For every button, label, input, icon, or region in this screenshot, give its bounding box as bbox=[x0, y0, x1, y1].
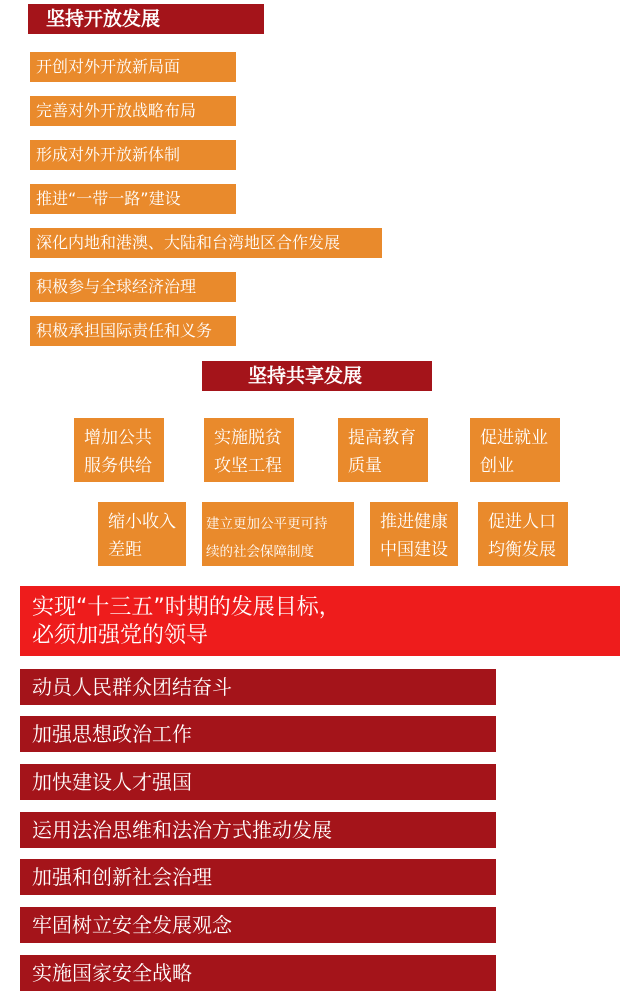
shared-item-line: 攻坚工程 bbox=[214, 456, 282, 476]
shared-item bbox=[370, 502, 458, 566]
open-item: 积极承担国际责任和义务 bbox=[30, 316, 236, 346]
shared-item-line: 续的社会保障制度 bbox=[206, 544, 314, 560]
party-item: 加强思想政治工作 bbox=[20, 716, 496, 752]
shared-item bbox=[202, 502, 354, 566]
shared-item-line: 差距 bbox=[108, 540, 142, 560]
open-development-header: 坚持开放发展 bbox=[28, 4, 264, 34]
party-item: 加强和创新社会治理 bbox=[20, 859, 496, 895]
party-item: 加快建设人才强国 bbox=[20, 764, 496, 800]
shared-item-line: 中国建设 bbox=[380, 540, 448, 560]
party-item: 实施国家安全战略 bbox=[20, 955, 496, 991]
open-item: 开创对外开放新局面 bbox=[30, 52, 236, 82]
open-item: 深化内地和港澳、大陆和台湾地区合作发展 bbox=[30, 228, 382, 258]
open-item: 完善对外开放战略布局 bbox=[30, 96, 236, 126]
party-item: 牢固树立安全发展观念 bbox=[20, 907, 496, 943]
open-item: 积极参与全球经济治理 bbox=[30, 272, 236, 302]
goal-banner bbox=[20, 586, 620, 656]
shared-item bbox=[478, 502, 568, 566]
goal-line: 实现“十三五”时期的发展目标， bbox=[32, 595, 341, 620]
shared-item-line: 推进健康 bbox=[380, 512, 448, 532]
party-item: 动员人民群众团结奋斗 bbox=[20, 669, 496, 705]
shared-item-line: 建立更加公平更可持 bbox=[206, 516, 328, 532]
shared-item bbox=[98, 502, 186, 566]
shared-item-line: 增加公共 bbox=[84, 428, 152, 448]
goal-line: 必须加强党的领导 bbox=[32, 623, 209, 648]
shared-item bbox=[204, 418, 294, 482]
shared-item-line: 促进人口 bbox=[488, 512, 556, 532]
shared-item-line: 促进就业 bbox=[480, 428, 548, 448]
party-item: 运用法治思维和法治方式推动发展 bbox=[20, 812, 496, 848]
open-item: 形成对外开放新体制 bbox=[30, 140, 236, 170]
open-item: 推进“一带一路”建设 bbox=[30, 184, 236, 214]
shared-item-line: 服务供给 bbox=[84, 456, 152, 476]
shared-item-line: 提高教育 bbox=[348, 428, 416, 448]
shared-item bbox=[470, 418, 560, 482]
shared-item-line: 实施脱贫 bbox=[214, 428, 282, 448]
shared-item-line: 均衡发展 bbox=[488, 540, 556, 560]
shared-item-line: 缩小收入 bbox=[108, 512, 176, 532]
shared-item-line: 创业 bbox=[480, 456, 514, 476]
shared-item-line: 质量 bbox=[348, 456, 382, 476]
shared-item bbox=[338, 418, 428, 482]
shared-item bbox=[74, 418, 164, 482]
shared-development-header: 坚持共享发展 bbox=[202, 361, 432, 391]
